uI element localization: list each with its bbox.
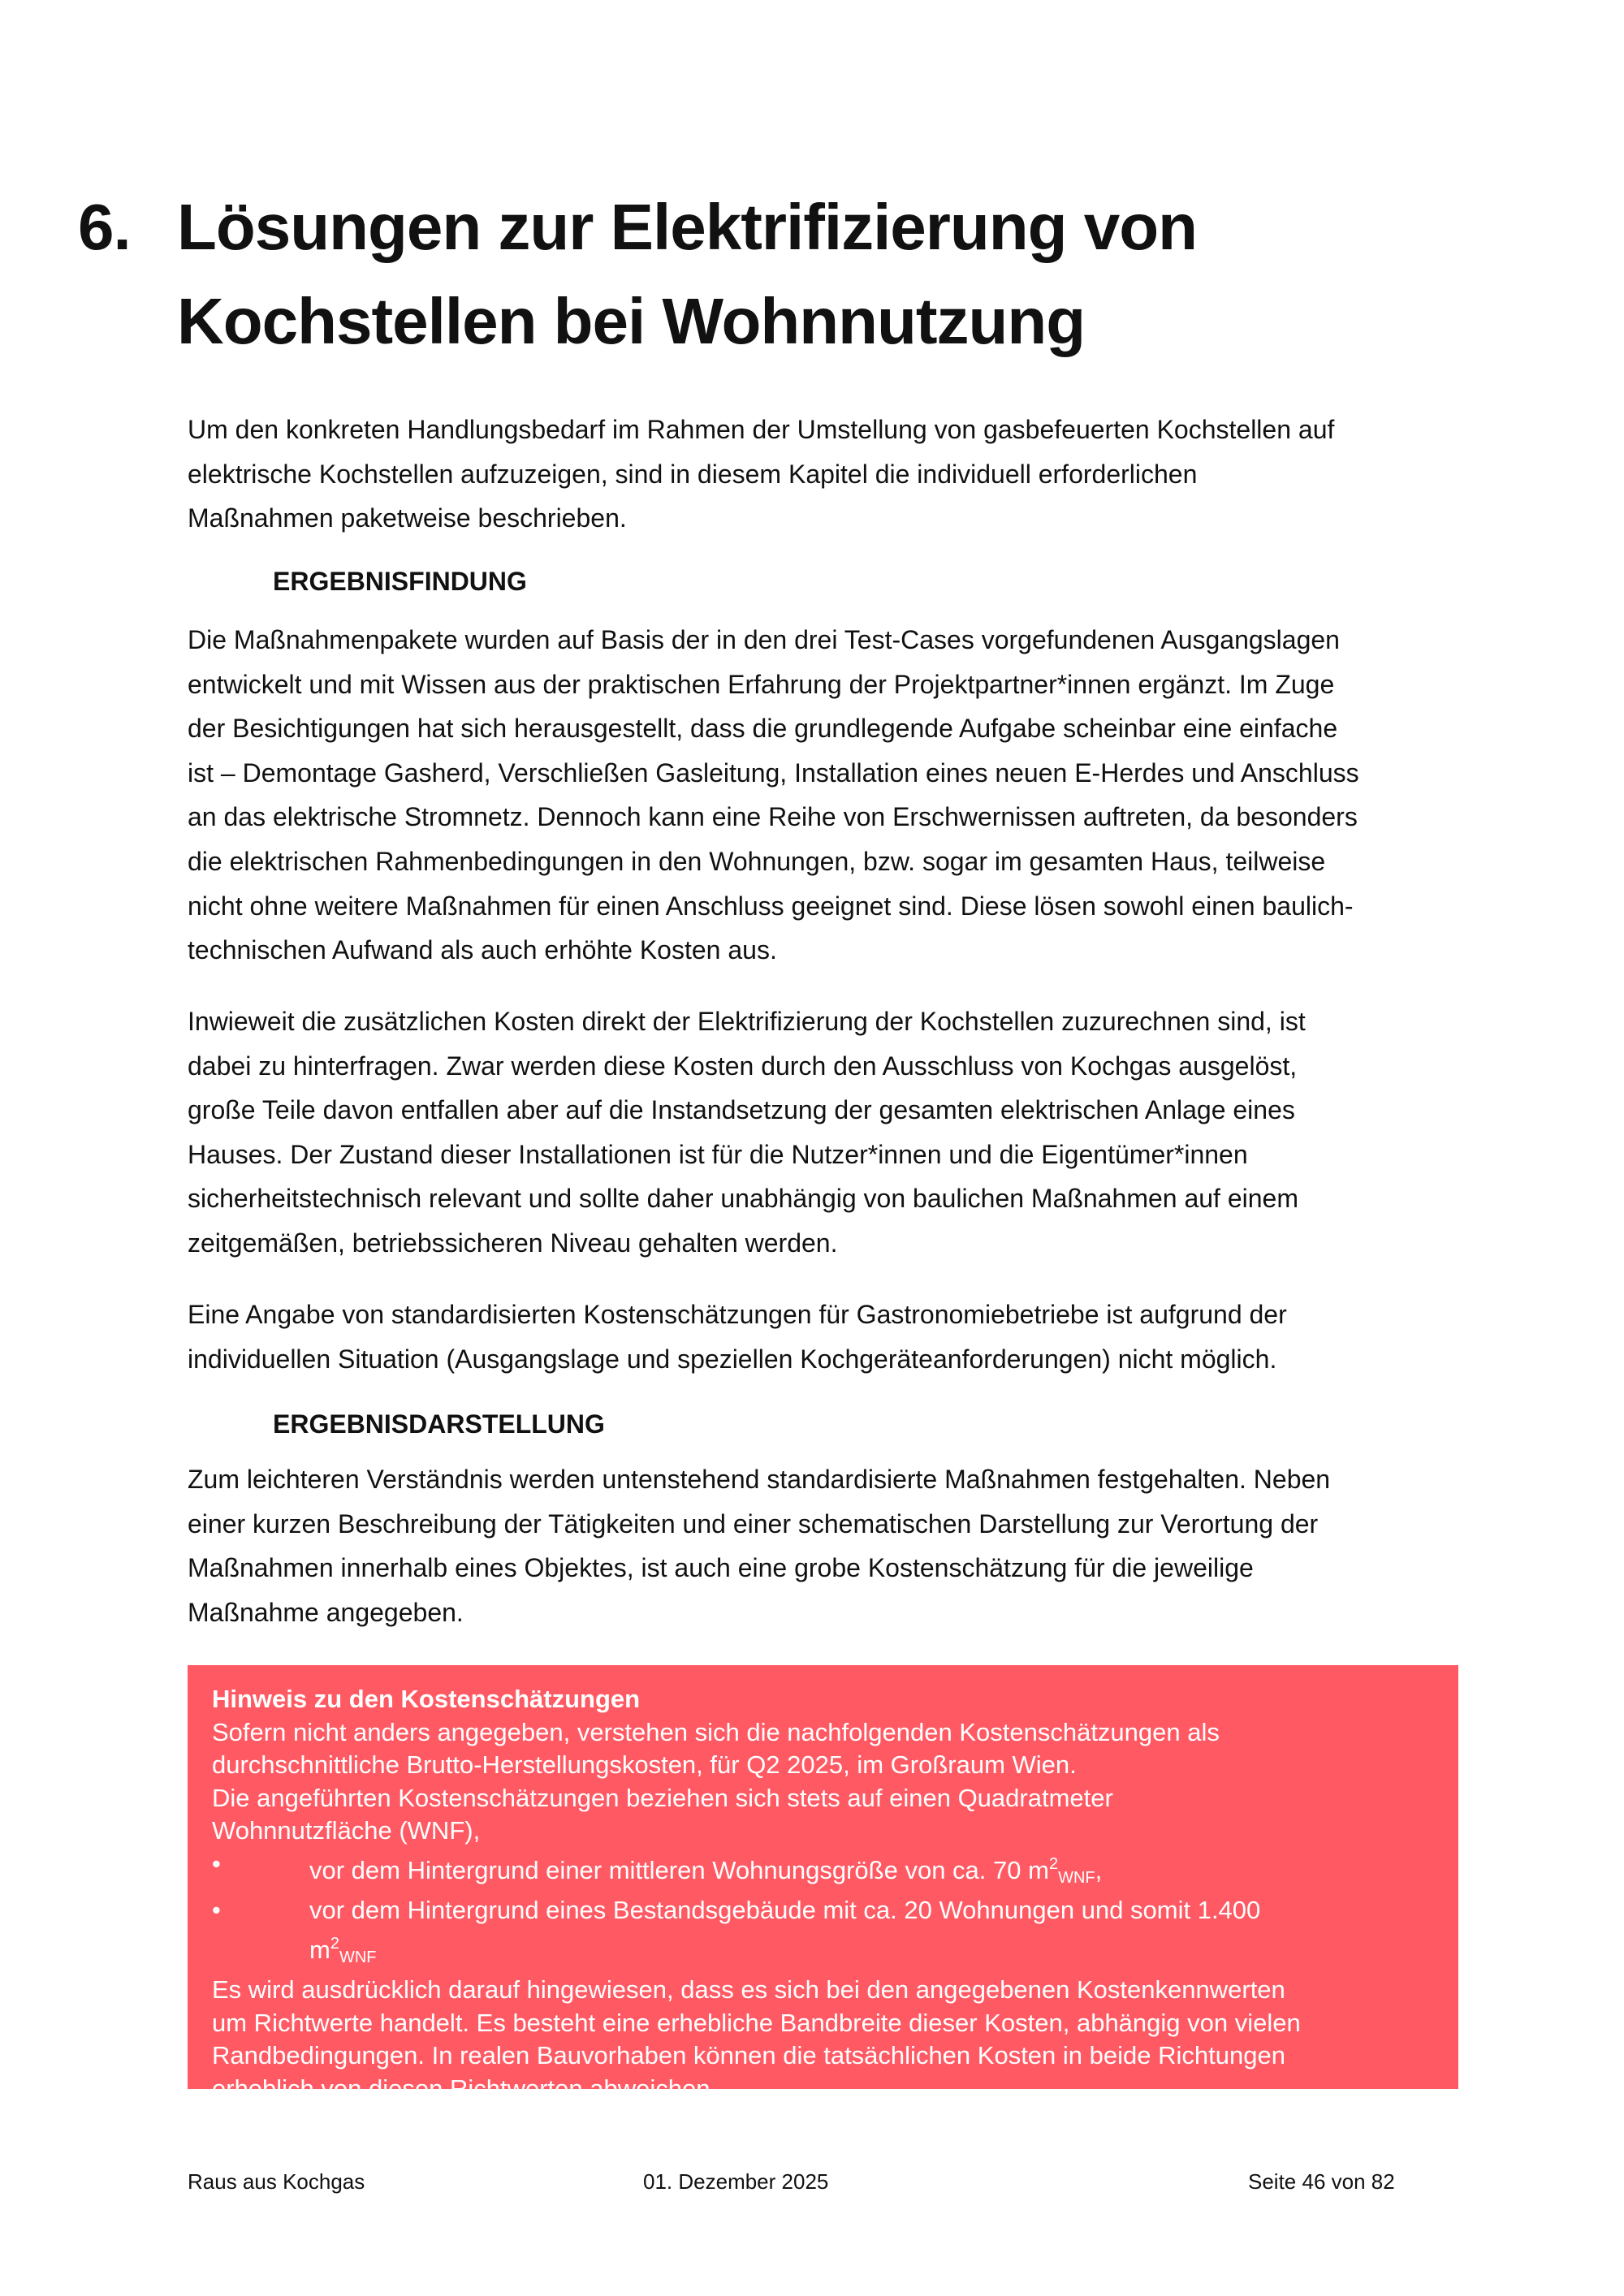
text-line: entwickelt und mit Wissen aus der praktischen Erfahrung der Projektpartner*innen ergänzt. Im Zuge xyxy=(188,669,1335,699)
bullet-text: vor dem Hintergrund eines Bestandsgebäude mit ca. 20 Wohnungen und somit 1.400 xyxy=(309,1896,1261,1924)
paragraph-1 xyxy=(188,618,1462,973)
text-line: Zum leichteren Verständnis werden untenstehend standardisierte Maßnahmen festgehalten. Neben xyxy=(188,1465,1331,1494)
text-line: dabei zu hinterfragen. Zwar werden diese Kosten durch den Ausschluss von Kochgas ausgelöst, xyxy=(188,1051,1298,1081)
section-heading-ergebnisdarstellung: ERGEBNISDARSTELLUNG xyxy=(273,1409,605,1439)
text-line: Hauses. Der Zustand dieser Installationen ist für die Nutzer*innen und die Eigentümer*innen xyxy=(188,1139,1248,1169)
text-line: Um den konkreten Handlungsbedarf im Rahmen der Umstellung von gasbefeuerten Kochstellen auf xyxy=(188,415,1335,444)
text-line: der Besichtigungen hat sich herausgestellt, dass die grundlegende Aufgabe scheinbar eine einfache xyxy=(188,714,1338,744)
bullet-item xyxy=(212,1848,1434,1895)
text-line: individuellen Situation (Ausgangslage und speziellen Kochgeräteanforderungen) nicht möglich. xyxy=(188,1344,1277,1374)
cost-estimate-note-box xyxy=(188,1665,1458,2103)
note-title: Hinweis zu den Kostenschätzungen xyxy=(212,1685,641,1713)
bullet-text: m xyxy=(309,1935,330,1964)
bullet-continuation xyxy=(212,1927,1434,1974)
text-line: sicherheitstechnisch relevant und sollte daher unabhängig von baulichen Maßnahmen auf einem xyxy=(188,1184,1298,1214)
text-line: um Richtwerte handelt. Es besteht eine erhebliche Bandbreite dieser Kosten, abhängig von vielen xyxy=(212,2008,1301,2037)
bullet-icon: • xyxy=(212,1896,221,1924)
section-heading-ergebnisfindung: ERGEBNISFINDUNG xyxy=(273,567,527,596)
footer-document-title: Raus aus Kochgas xyxy=(188,2169,365,2194)
footer-date: 01. Dezember 2025 xyxy=(643,2169,829,2194)
text-line: Inwieweit die zusätzlichen Kosten direkt der Elektrifizierung der Kochstellen zuzurechnen sind, ist xyxy=(188,1007,1306,1036)
text-line: Wohnnutzfläche (WNF), xyxy=(212,1816,481,1845)
text-line: Randbedingungen. In realen Bauvorhaben können die tatsächlichen Kosten in beide Richtungen xyxy=(212,2041,1285,2069)
text-line: Es wird ausdrücklich darauf hingewiesen, dass es sich bei den angegebenen Kostenkennwerten xyxy=(212,1975,1285,2004)
text-line: Maßnahme angegeben. xyxy=(188,1597,464,1627)
paragraph-4 xyxy=(188,1457,1462,1634)
text-line: technischen Aufwand als auch erhöhte Kosten aus. xyxy=(188,935,777,965)
text-line: Die Maßnahmenpakete wurden auf Basis der in den drei Test-Cases vorgefundenen Ausgangslagen xyxy=(188,625,1340,654)
bullet-item xyxy=(212,1894,1434,1927)
text-line: große Teile davon entfallen aber auf die Instandsetzung der gesamten elektrischen Anlage eines xyxy=(188,1095,1295,1125)
superscript: 2 xyxy=(1048,1854,1059,1873)
text-line: Die angeführten Kostenschätzungen beziehen sich stets auf einen Quadratmeter xyxy=(212,1783,1113,1812)
text-line: an das elektrische Stromnetz. Dennoch kann eine Reihe von Erschwernissen auftreten, da besonders xyxy=(188,802,1358,832)
text-line: ist – Demontage Gasherd, Verschließen Gasleitung, Installation eines neuen E-Herdes und Anschluss xyxy=(188,757,1359,788)
paragraph-2 xyxy=(188,999,1462,1266)
text-line: durchschnittliche Brutto-Herstellungskosten, für Q2 2025, im Großraum Wien. xyxy=(212,1750,1077,1779)
text-line: elektrische Kochstellen aufzuzeigen, sind in diesem Kapitel die individuell erforderlichen xyxy=(188,459,1198,489)
intro-paragraph xyxy=(188,408,1462,541)
text-line: erheblich von diesen Richtwerten abweichen. xyxy=(212,2074,718,2103)
subscript: WNF xyxy=(1058,1868,1095,1887)
text-line: Sofern nicht anders angegeben, verstehen sich die nachfolgenden Kostenschätzungen als xyxy=(212,1717,1220,1746)
text-line: nicht ohne weitere Maßnahmen für einen Anschluss geeignet sind. Diese lösen sowohl einen baulich- xyxy=(188,891,1354,921)
text-line: die elektrischen Rahmenbedingungen in den Wohnungen, bzw. sogar im gesamten Haus, teilweise xyxy=(188,846,1326,876)
bullet-icon: • xyxy=(212,1849,221,1878)
subscript: WNF xyxy=(339,1948,377,1966)
text-line: einer kurzen Beschreibung der Tätigkeiten und einer schematischen Darstellung zur Verortung der xyxy=(188,1508,1319,1539)
paragraph-3 xyxy=(188,1293,1462,1381)
bullet-text: vor dem Hintergrund einer mittleren Wohnungsgröße von ca. 70 m xyxy=(309,1855,1049,1884)
chapter-title-line: Kochstellen bei Wohnnutzung xyxy=(177,285,1086,357)
bullet-tail: , xyxy=(1095,1855,1103,1884)
text-line: Maßnahmen paketweise beschrieben. xyxy=(188,503,627,533)
text-line: Eine Angabe von standardisierten Kostenschätzungen für Gastronomiebetriebe ist aufgrund der xyxy=(188,1300,1287,1329)
text-line: Maßnahmen innerhalb eines Objektes, ist auch eine grobe Kostenschätzung für die jeweilige xyxy=(188,1553,1254,1583)
chapter-number: 6. xyxy=(78,191,131,263)
text-line: zeitgemäßen, betriebssicheren Niveau gehalten werden. xyxy=(188,1228,838,1258)
chapter-title xyxy=(78,180,1197,369)
chapter-title-line: Lösungen zur Elektrifizierung von xyxy=(177,191,1197,263)
superscript: 2 xyxy=(330,1934,339,1953)
footer-page-number: Seite 46 von 82 xyxy=(1248,2169,1395,2194)
